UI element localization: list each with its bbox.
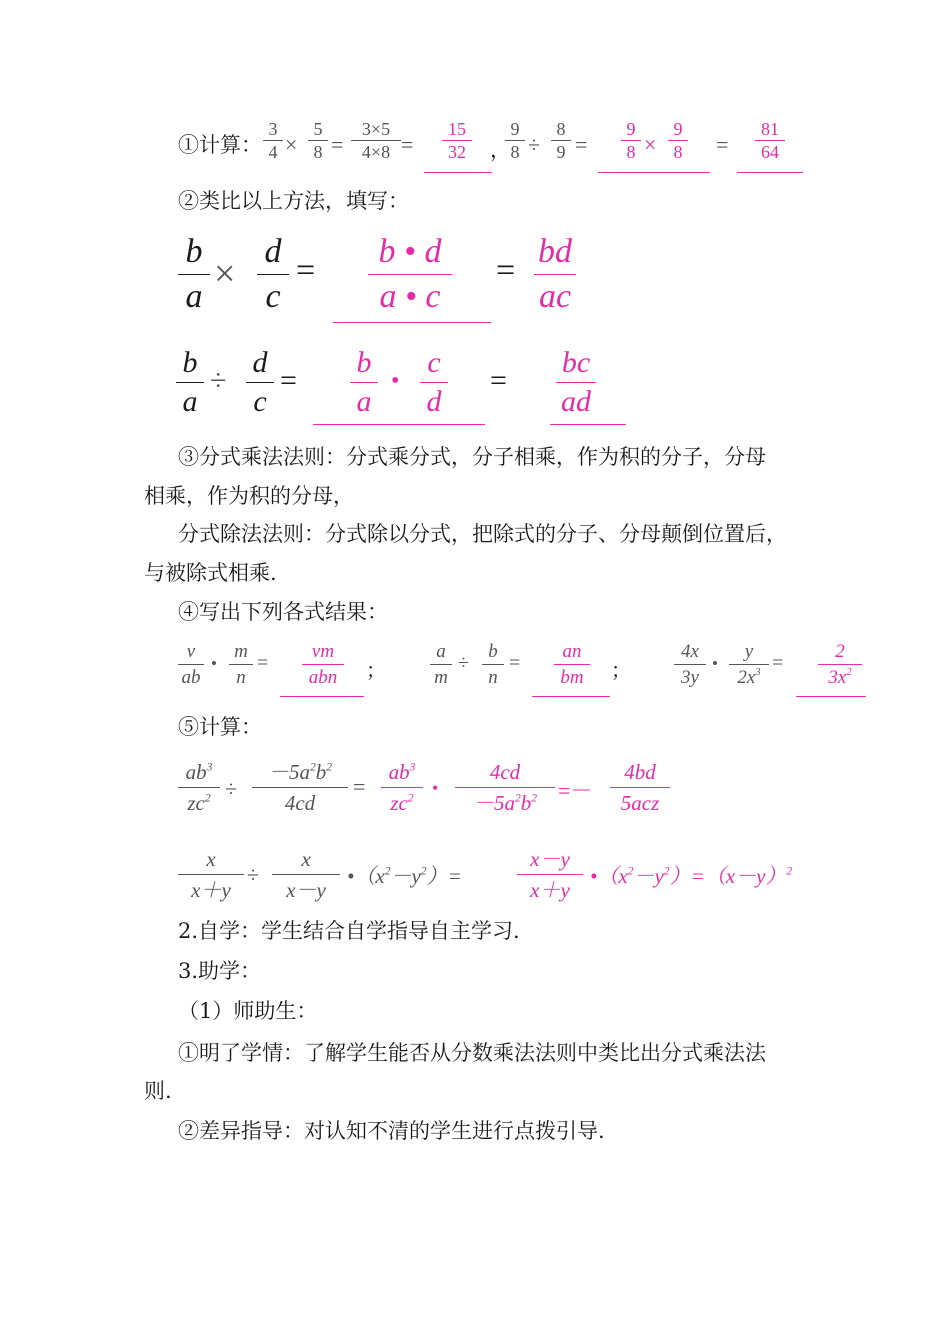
answer-an-bm: an bm [554,639,590,690]
answer-15-32: 15 32 [442,118,472,163]
divide-sign: ÷ [210,364,227,397]
fraction-b-a: b a [178,230,210,319]
answer-underline [280,696,364,697]
separator: ， [490,138,511,162]
answer-underline [796,696,866,697]
answer-underline [333,322,491,323]
point-understand-line1: ①明了学情：了解学生能否从分数乘法法则中类比出分式乘法法 [178,1041,766,1065]
answer-9-8-second: 9 8 [668,118,688,163]
rule-multiplication-line2: 相乘，作为积的分母， [144,484,354,508]
step2-label: ②类比以上方法，填写： [178,189,409,213]
answer-xminusy-xplusy: x－y x＋y [517,844,583,905]
rule-multiplication-line1: ③分式乘法法则：分式乘分式，分子相乘，作为积的分子，分母 [178,445,766,469]
answer-b-a: b a [350,344,378,421]
answer-4bd-5acz: 4bd 5acz [610,757,670,818]
rule-division-line2: 与被除式相乘. [144,561,277,585]
equals-sign: = [280,364,297,397]
dot-operator: • [211,654,217,673]
fraction-5-8: 5 8 [308,118,328,163]
equals-sign: = [353,774,366,799]
times-sign: × [285,132,298,157]
step5-label: ⑤计算： [178,715,262,739]
step1-label: ①计算： [178,133,262,157]
answer-ab3-zc2: $ab^3$ $zc^2$ [381,757,423,818]
times-sign: × [644,132,657,157]
dot-operator: • [432,778,439,798]
answer-bc-ad: bc ad [556,344,596,421]
fraction-4x-3y: 4x 3y [674,639,706,690]
answer-tail: $•(x^2-y^2)=(x-y)^2$ [590,864,793,888]
answer-9-8: 9 8 [621,118,641,163]
answer-81-64: 81 64 [755,118,785,163]
fraction-v-ab: v ab [178,639,204,690]
equals-sign: = [257,652,269,674]
dot-operator: • [712,654,718,673]
equals-sign: = [401,132,414,157]
answer-bd-over-ac: b • d a • c [368,230,452,319]
answer-underline [532,696,610,697]
step4-label: ④写出下列各式结果： [178,600,388,624]
equals-sign: = [496,252,516,289]
point-understand-line2: 则. [144,1079,172,1103]
divide-sign: ÷ [458,652,469,674]
separator-semicolon: ； [611,658,631,682]
fraction-b-a: b a [176,344,204,421]
answer-underline [313,424,485,425]
equals-sign: = [490,364,507,397]
answer-underline [737,172,803,173]
divide-sign: ÷ [528,132,541,157]
fraction-x-xplusy: x x＋y [178,844,244,905]
dot-operator: • [391,368,400,394]
fraction-d-c: d c [257,230,289,319]
section-self-study: 2.自学：学生结合自学指导自主学习. [178,919,520,943]
answer-underline [598,172,710,173]
point-differentiated-guidance: ②差异指导：对认知不清的学生进行点拨引导. [178,1119,605,1143]
fraction-ab3-zc2: $ab^3$ $zc^2$ [178,757,220,818]
fraction-3-4: 3 4 [263,118,283,163]
fraction-d-c: d c [246,344,274,421]
fraction-5a2b2-4cd: $-5a^2b^2$ 4cd [252,757,348,818]
factor-x2-y2: $•(x^2-y^2)=$ [347,864,462,888]
answer-underline [550,424,626,425]
answer-vm-abn: vm abn [302,639,344,690]
answer-4cd-5a2b2: 4cd $-5a^2b^2$ [455,757,555,818]
divide-sign: ÷ [247,862,260,887]
fraction-x-xminusy: x x－y [272,844,340,905]
answer-bd-ac: bd ac [534,230,576,319]
equals-minus: =－ [558,778,593,803]
fraction-a-m: a m [430,639,452,690]
answer-2-3x2: 2 $3x^2$ [818,639,862,690]
answer-underline [424,172,492,173]
fraction-product: 3×5 4×8 [351,118,401,163]
times-sign: × [214,253,236,295]
equals-sign: = [509,652,521,674]
rule-division-line1: 分式除法法则：分式除以分式，把除式的分子、分母颠倒位置后， [178,522,787,546]
answer-c-d: c d [420,344,448,421]
divide-sign: ÷ [225,776,238,801]
fraction-8-9: 8 9 [551,118,571,163]
equals-sign: = [331,132,344,157]
equals-sign: = [716,132,729,157]
fraction-y-2x3: y $2x^3$ [729,639,769,690]
section-assist: 3.助学： [178,959,262,983]
separator-semicolon: ； [366,658,386,682]
equals-sign: = [575,132,588,157]
fraction-m-n: m n [229,639,253,690]
equals-sign: = [296,252,316,289]
equals-sign: = [772,652,784,674]
teacher-helps-student: （1）师助生： [178,999,318,1023]
fraction-b-n: b n [482,639,504,690]
fraction-9-8: 9 8 [505,118,525,163]
